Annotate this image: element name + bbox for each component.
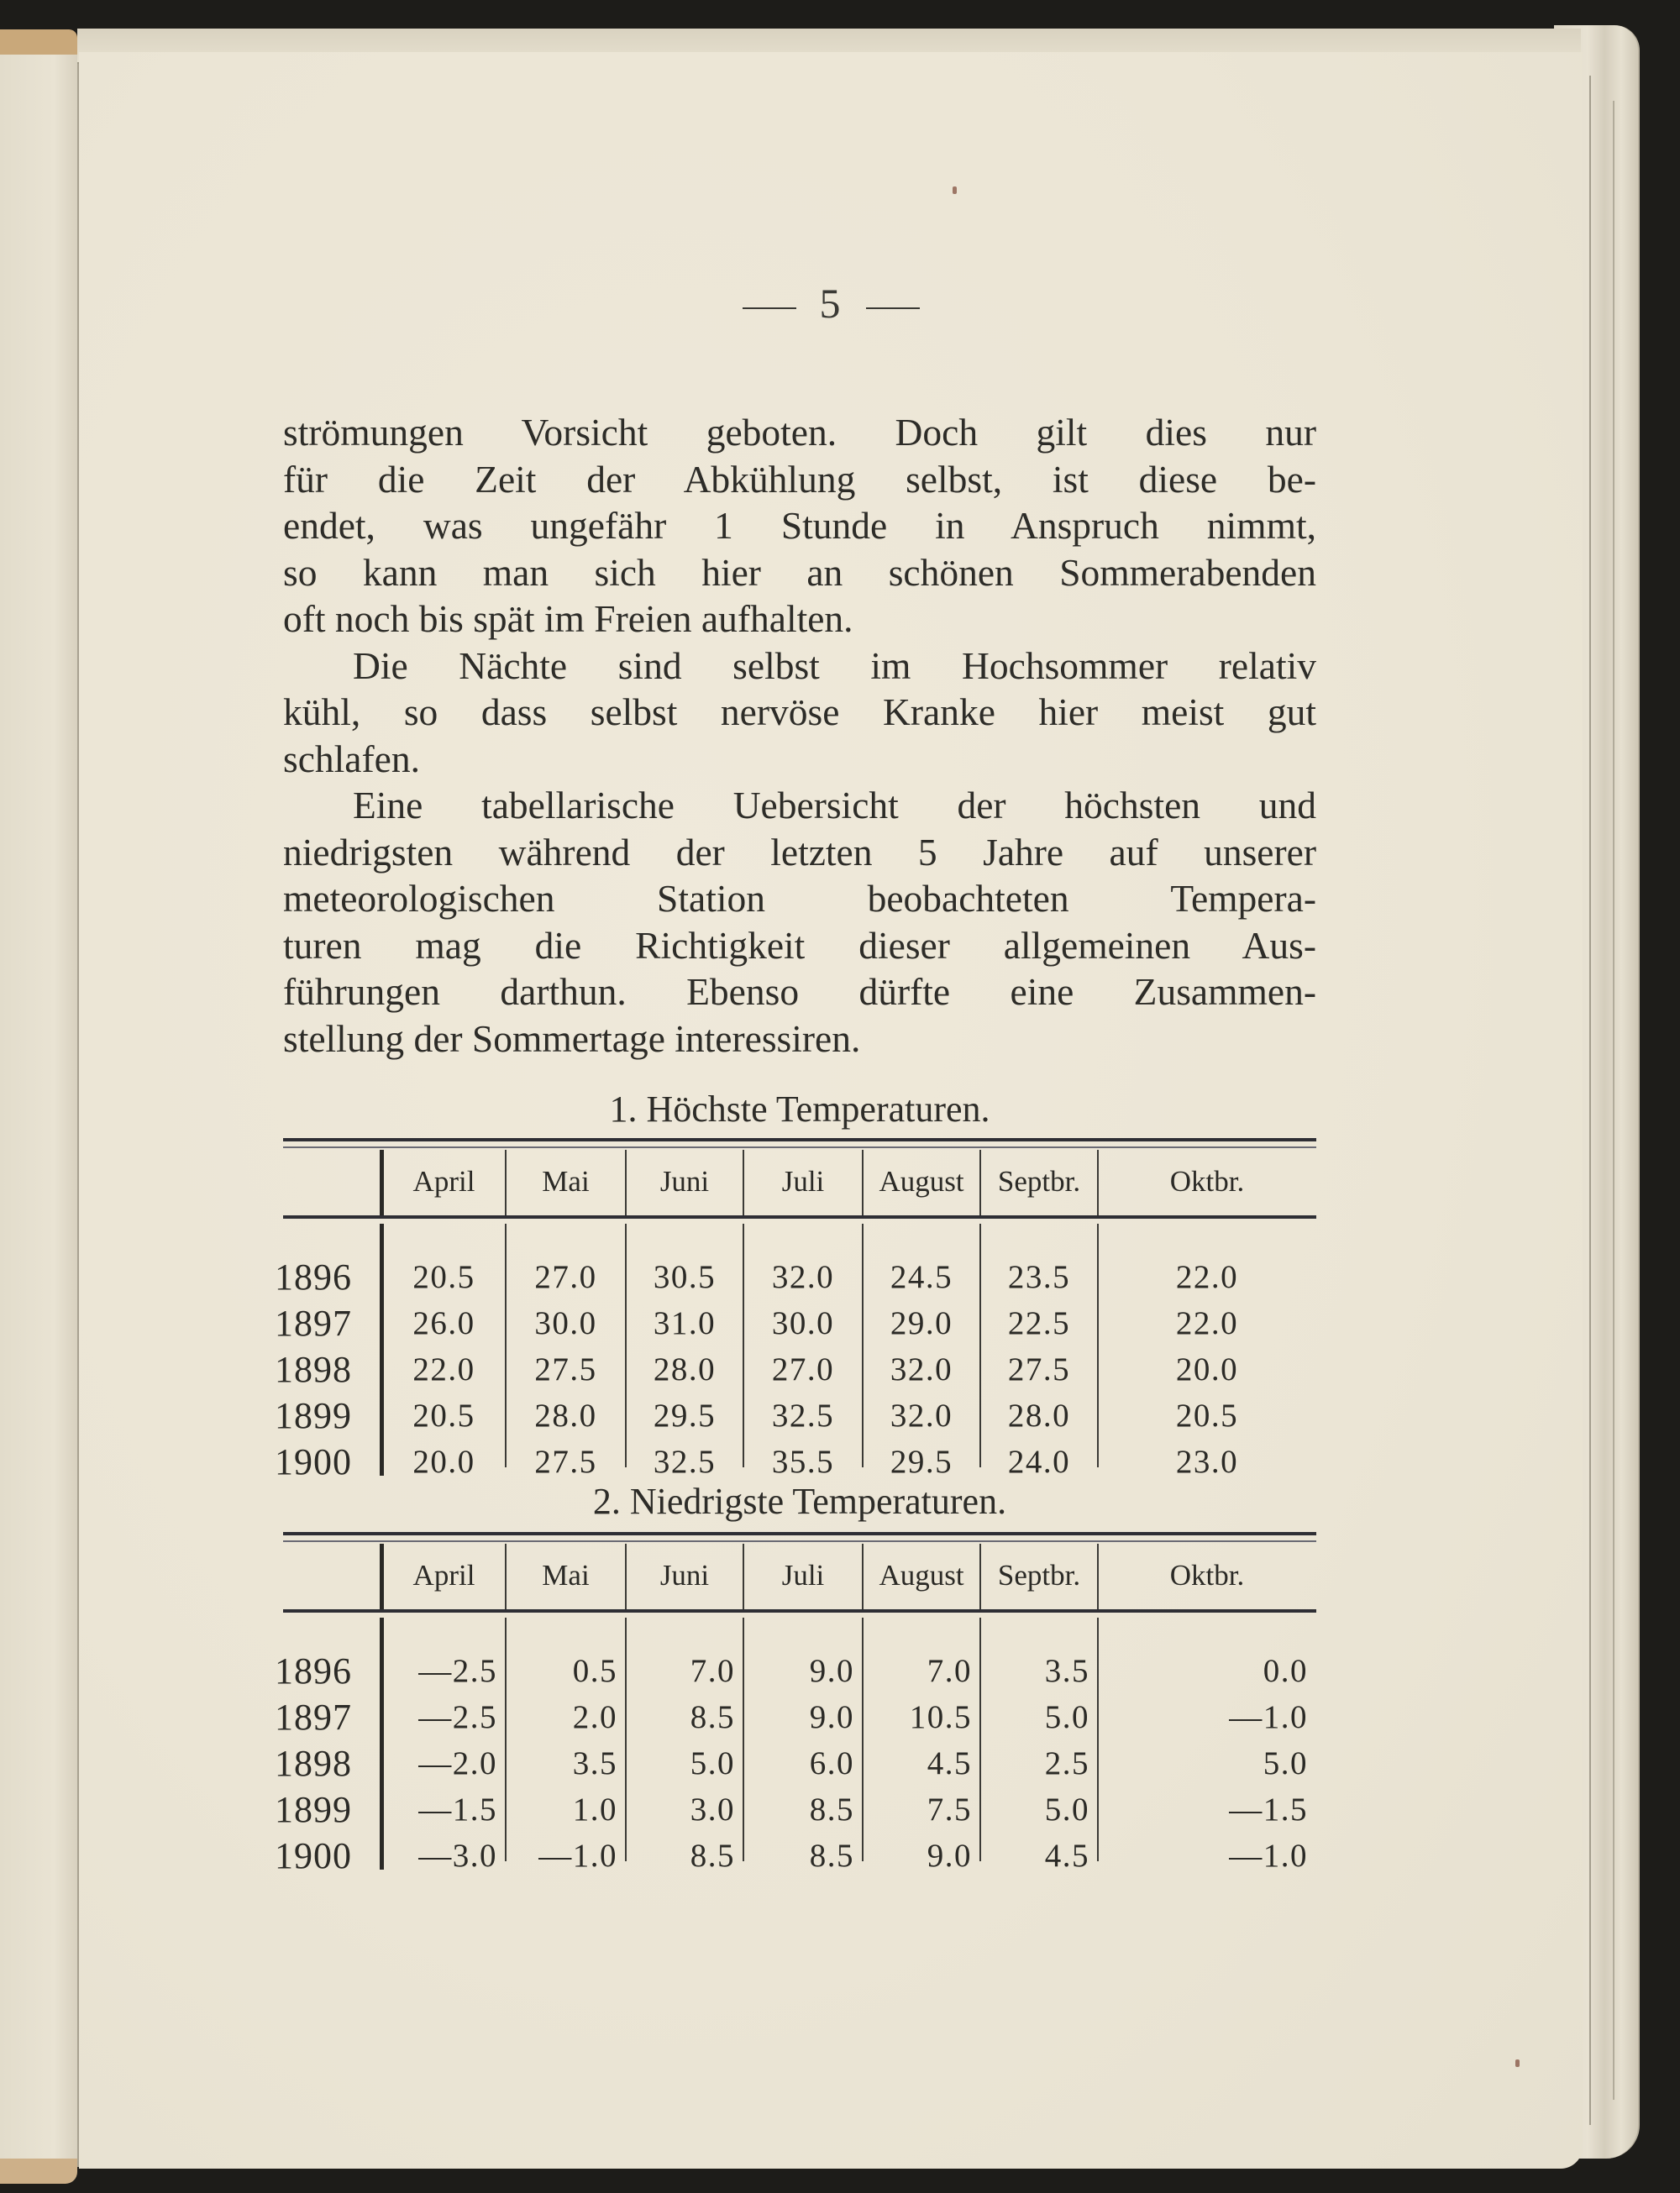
cell-value: 24.0 [1007, 1444, 1071, 1480]
cell-value: 32.5 [653, 1444, 717, 1480]
cell-value: 27.0 [771, 1351, 835, 1388]
cell-value: —1.5 [418, 1792, 497, 1828]
cell-value: 27.5 [534, 1351, 597, 1388]
cell-value: 0.0 [1263, 1653, 1308, 1689]
column-header: Juni [659, 1165, 710, 1198]
column-header: Juli [781, 1165, 825, 1198]
worn-page-corner-top [0, 29, 77, 55]
column-divider [979, 1544, 981, 1609]
cell-value: 7.0 [927, 1653, 972, 1689]
cell-value: —1.0 [1229, 1838, 1308, 1874]
text-line: endet, was ungefähr 1 Stunde in Anspruch nimmt, [283, 504, 1316, 547]
column-header: Septbr. [997, 1165, 1081, 1198]
cell-value: 24.5 [890, 1259, 953, 1295]
cell-value: 20.5 [412, 1398, 475, 1434]
column-header: August [879, 1559, 964, 1592]
cell-value: 23.0 [1175, 1444, 1239, 1480]
cell-value: 35.5 [771, 1444, 835, 1480]
cell-value: —3.0 [418, 1838, 497, 1874]
row-year: 1898 [275, 1743, 352, 1784]
table-header-row [283, 1544, 1316, 1609]
cell-value: —2.5 [418, 1653, 497, 1689]
column-divider [979, 1150, 981, 1215]
cell-value: 22.5 [1007, 1305, 1071, 1341]
cell-value: 1.0 [572, 1792, 617, 1828]
table-caption-min: 2. Niedrigste Temperaturen. [592, 1481, 1007, 1522]
cell-value: 8.5 [809, 1792, 854, 1828]
cell-value: 3.0 [690, 1792, 735, 1828]
cell-value: 2.0 [572, 1699, 617, 1735]
cell-value: —2.0 [418, 1745, 497, 1781]
cell-value: 27.5 [1007, 1351, 1071, 1388]
table-row [275, 1439, 1316, 1485]
cell-value: 5.0 [1044, 1699, 1089, 1735]
column-header: April [412, 1165, 475, 1198]
table-body [275, 1219, 1316, 1482]
page-number [79, 279, 1583, 328]
table-row [275, 1254, 1316, 1300]
cell-value: 8.5 [809, 1838, 854, 1874]
text-line: so kann man sich hier an schönen Sommerabenden [283, 550, 1316, 594]
table-rule-top-thin [283, 1146, 1316, 1148]
page-number-text: 5 [819, 280, 843, 327]
table-min-temperatures [275, 1532, 1316, 1876]
column-header: Juni [659, 1559, 710, 1592]
text-line: Die Nächte sind selbst im Hochsommer relativ [353, 643, 1316, 687]
paragraph [283, 782, 1316, 1062]
paper-speck [1515, 2059, 1520, 2067]
cell-value: 31.0 [653, 1305, 717, 1341]
cell-value: 5.0 [690, 1745, 735, 1781]
row-year: 1899 [275, 1789, 352, 1830]
row-year: 1897 [275, 1303, 352, 1344]
cell-value: 9.0 [809, 1653, 854, 1689]
column-divider [1097, 1150, 1099, 1215]
cell-value: 9.0 [927, 1838, 972, 1874]
table-row [275, 1833, 1316, 1879]
paper-speck [953, 186, 957, 194]
cell-value: 8.5 [690, 1699, 735, 1735]
cell-value: 29.5 [653, 1398, 717, 1434]
row-year: 1899 [275, 1395, 352, 1436]
cell-value: 32.0 [890, 1351, 953, 1388]
cell-value: 30.0 [771, 1305, 835, 1341]
table-rule-top-thin [283, 1540, 1316, 1542]
column-divider [625, 1544, 627, 1609]
cell-value: 26.0 [412, 1305, 475, 1341]
cell-value: 22.0 [1175, 1305, 1239, 1341]
column-header: April [412, 1559, 475, 1592]
folio-dash-right [866, 307, 920, 309]
cell-value: 5.0 [1263, 1745, 1308, 1781]
paragraph [283, 409, 1316, 643]
cell-value: 20.0 [1175, 1351, 1239, 1388]
text-line: schlafen. [283, 737, 420, 780]
table-row [275, 1346, 1316, 1393]
cell-value: 20.5 [1175, 1398, 1239, 1434]
column-divider [625, 1150, 627, 1215]
cell-value: 7.0 [690, 1653, 735, 1689]
column-header: Oktbr. [1169, 1559, 1245, 1592]
cell-value: 29.0 [890, 1305, 953, 1341]
cell-value: 28.0 [653, 1351, 717, 1388]
cell-value: 20.5 [412, 1259, 475, 1295]
cell-value: 3.5 [572, 1745, 617, 1781]
column-divider [743, 1544, 744, 1609]
page-edge-line [1613, 101, 1614, 2100]
row-year: 1896 [275, 1650, 352, 1692]
cell-value: 30.5 [653, 1259, 717, 1295]
row-year: 1898 [275, 1349, 352, 1390]
text-line: für die Zeit der Abkühlung selbst, ist diese be- [283, 457, 1316, 501]
row-year: 1900 [275, 1835, 352, 1876]
cell-value: 9.0 [809, 1699, 854, 1735]
table-row [275, 1393, 1316, 1439]
table-row [275, 1786, 1316, 1833]
row-year: 1896 [275, 1257, 352, 1298]
column-divider [505, 1150, 507, 1215]
text-line: führungen darthun. Ebenso dürfte eine Zusammen- [283, 970, 1316, 1013]
cell-value: 28.0 [534, 1398, 597, 1434]
column-divider [505, 1544, 507, 1609]
cell-value: —2.5 [418, 1699, 497, 1735]
cell-value: —1.0 [538, 1838, 617, 1874]
cell-value: 32.5 [771, 1398, 835, 1434]
column-header: Juli [781, 1559, 825, 1592]
table-row [275, 1300, 1316, 1346]
table-row [275, 1740, 1316, 1786]
text-line: niedrigsten während der letzten 5 Jahre auf unserer [283, 830, 1316, 874]
column-header: Septbr. [997, 1559, 1081, 1592]
body-text [283, 409, 1316, 1062]
cell-value: 4.5 [1044, 1838, 1089, 1874]
cell-value: —1.5 [1229, 1792, 1308, 1828]
cell-value: 32.0 [890, 1398, 953, 1434]
cell-value: 4.5 [927, 1745, 972, 1781]
text-line: stellung der Sommertage interessiren. [283, 1016, 861, 1060]
column-divider [380, 1544, 384, 1609]
column-divider [380, 1150, 384, 1215]
facing-page-edge [0, 50, 79, 2167]
column-divider [743, 1150, 744, 1215]
cell-value: 32.0 [771, 1259, 835, 1295]
cell-value: 30.0 [534, 1305, 597, 1341]
paragraph [283, 643, 1316, 783]
cell-value: 23.5 [1007, 1259, 1071, 1295]
text-line: oft noch bis spät im Freien aufhalten. [283, 597, 853, 640]
column-header: Mai [542, 1165, 590, 1198]
worn-page-corner-bottom [0, 2159, 77, 2184]
book-page [79, 52, 1583, 2169]
cell-value: 10.5 [909, 1699, 972, 1735]
cell-value: 2.5 [1044, 1745, 1089, 1781]
cell-value: 27.5 [534, 1444, 597, 1480]
table-max-temperatures [275, 1138, 1316, 1482]
table-rule-top [283, 1138, 1316, 1141]
cell-value: 0.5 [572, 1653, 617, 1689]
table-rule-top [283, 1532, 1316, 1535]
table-row [275, 1694, 1316, 1740]
column-header: Oktbr. [1169, 1165, 1245, 1198]
table-header-row [283, 1150, 1316, 1215]
cell-value: 29.5 [890, 1444, 953, 1480]
folio-dash-left [743, 307, 796, 309]
column-divider [862, 1544, 864, 1609]
cell-value: 20.0 [412, 1444, 475, 1480]
table-caption-max: 1. Höchste Temperaturen. [609, 1089, 990, 1130]
cell-value: —1.0 [1229, 1699, 1308, 1735]
row-year: 1897 [275, 1697, 352, 1738]
column-divider [1097, 1544, 1099, 1609]
cell-value: 22.0 [1175, 1259, 1239, 1295]
column-divider [862, 1150, 864, 1215]
text-line: turen mag die Richtigkeit dieser allgemeinen Aus- [283, 923, 1316, 967]
cell-value: 7.5 [927, 1792, 972, 1828]
cell-value: 22.0 [412, 1351, 475, 1388]
table-row [275, 1648, 1316, 1694]
cell-value: 3.5 [1044, 1653, 1089, 1689]
table-body [275, 1613, 1316, 1876]
text-line: meteorologischen Station beobachteten Tempera- [283, 877, 1316, 920]
text-line: Eine tabellarische Uebersicht der höchsten und [353, 784, 1316, 826]
text-line: kühl, so dass selbst nervöse Kranke hier meist gut [283, 690, 1316, 733]
cell-value: 5.0 [1044, 1792, 1089, 1828]
cell-value: 6.0 [809, 1745, 854, 1781]
row-year: 1900 [275, 1441, 352, 1482]
page-edge-line [1589, 76, 1591, 2125]
cell-value: 27.0 [534, 1259, 597, 1295]
column-header: August [879, 1165, 964, 1198]
column-header: Mai [542, 1559, 590, 1592]
text-line: strömungen Vorsicht geboten. Doch gilt dies nur [283, 411, 1316, 454]
cell-value: 8.5 [690, 1838, 735, 1874]
cell-value: 28.0 [1007, 1398, 1071, 1434]
